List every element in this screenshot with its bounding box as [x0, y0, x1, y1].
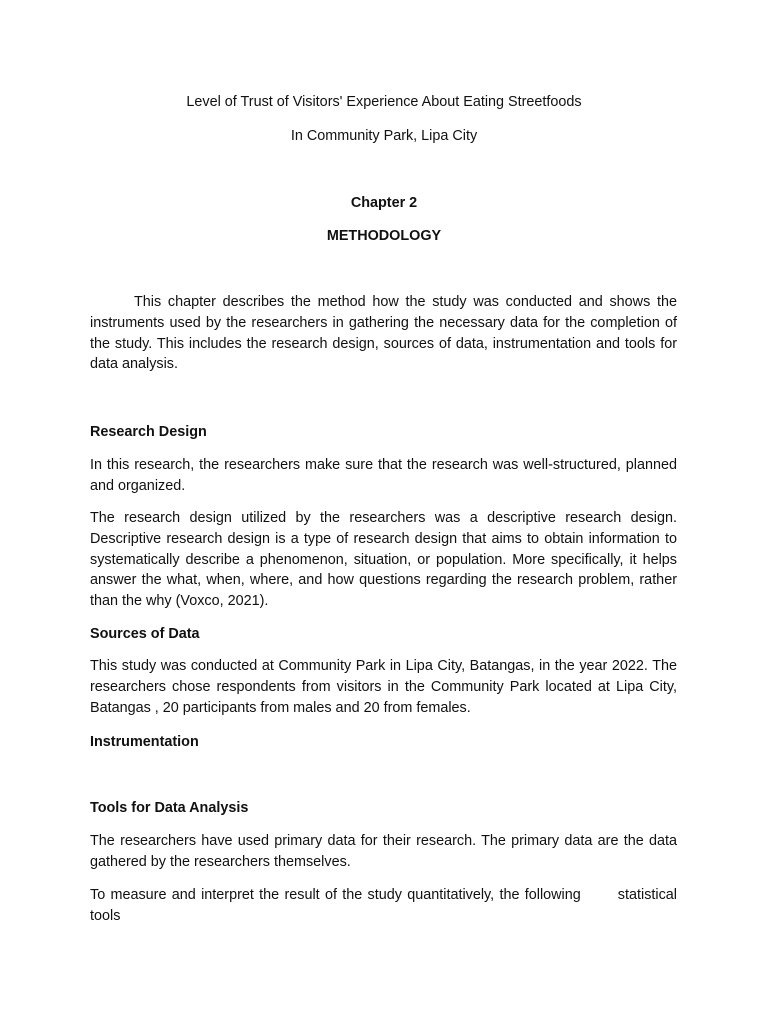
chapter-title: METHODOLOGY [326, 228, 442, 244]
intro-paragraph: This chapter describes the method how the study was conducted and shows the instruments used by the researchers in gathering the necessary data for the completion of the study. This includes the research design, sources of data, instrumentation and tools for data analysis. [90, 294, 677, 373]
document-title-line-2: In Community Park, Lipa City [290, 128, 478, 144]
tools-paragraph-1: The researchers have used primary data for their research. The primary data are the data gathered by the researchers themselves. [90, 833, 677, 870]
chapter-number: Chapter 2 [350, 195, 418, 211]
research-design-paragraph-2: The research design utilized by the researchers was a descriptive research design. Descriptive research design is a type of research design that aims to obtain information to systematically describe a phenomenon, situation, or population. More specifically, it helps answer the what, when, where, and how questions regarding the research problem, rather than the why (Voxco, 2021). [90, 510, 677, 610]
tools-paragraph-2: To measure and interpret the result of the study quantitatively, the following statistical tools [90, 887, 681, 924]
sources-of-data-paragraph: This study was conducted at Community Park in Lipa City, Batangas, in the year 2022. The researchers chose respondents from visitors in the Community Park located at Lipa City, Batangas , 20 participants from males and 20 from females. [90, 658, 677, 716]
tools-heading: Tools for Data Analysis [90, 800, 249, 816]
sources-of-data-heading: Sources of Data [90, 626, 200, 642]
document-title-line-1: Level of Trust of Visitors' Experience About Eating Streetfoods [186, 94, 582, 110]
research-design-heading: Research Design [90, 424, 207, 440]
instrumentation-heading: Instrumentation [90, 734, 199, 750]
research-design-paragraph-1: In this research, the researchers make sure that the research was well-structured, planned and organized. [90, 457, 677, 494]
